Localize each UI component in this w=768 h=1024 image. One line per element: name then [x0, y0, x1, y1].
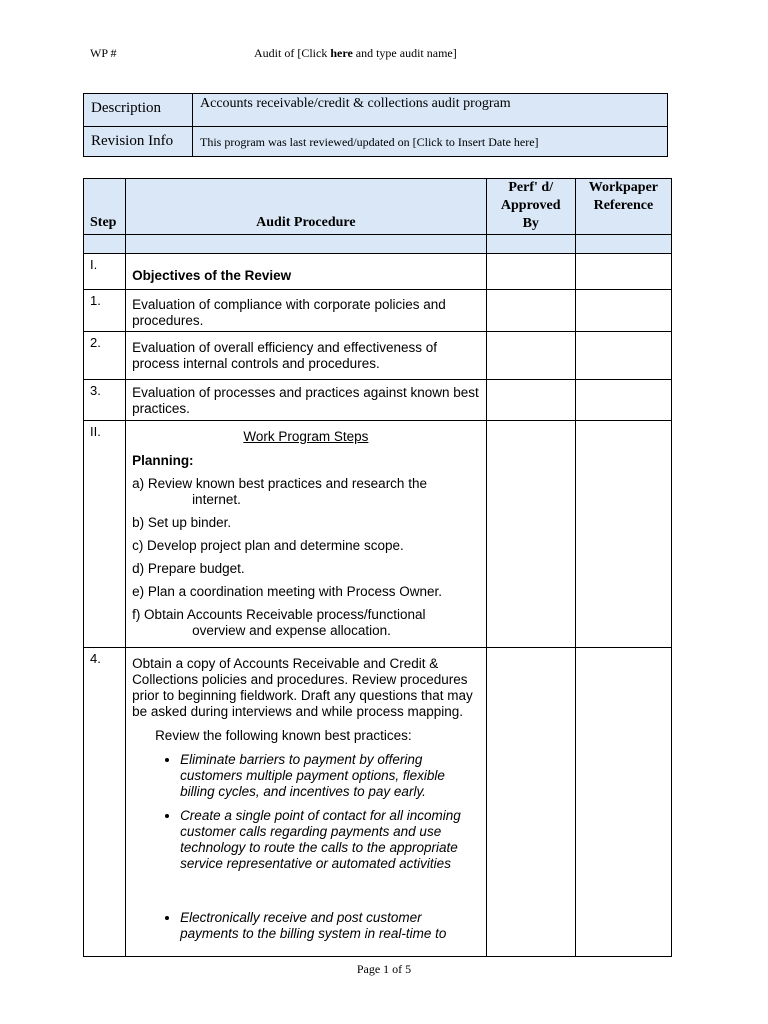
work-program-steps [126, 421, 487, 648]
best-practices-list [132, 752, 480, 942]
performed-by-cell[interactable] [486, 648, 575, 957]
spacer-row [84, 235, 672, 254]
revision-value[interactable]: This program was last reviewed/updated on [Click to Insert Date here] [193, 127, 668, 157]
list-item: • Create a single point of contact for all incoming customer calls regarding payments and use technology to route the calls to the appropriate service representative or automated activities [180, 808, 480, 872]
workpaper-ref-cell[interactable] [575, 332, 671, 380]
page-header [90, 46, 690, 64]
table-row [84, 332, 672, 380]
header-performed-by: Perf' d/ Approved By [486, 179, 575, 235]
info-table [83, 93, 668, 157]
table-row [84, 648, 672, 957]
audit-name-field[interactable]: Audit of [Click here and type audit name] [254, 46, 457, 60]
workpaper-ref-cell[interactable] [575, 421, 671, 648]
performed-by-cell[interactable] [486, 421, 575, 648]
performed-by-cell[interactable] [486, 332, 575, 380]
planning-step: b) Set up binder. [132, 515, 232, 530]
table-header-row [84, 179, 672, 235]
planning-step: e) Plan a coordination meeting with Process Owner. [132, 584, 442, 599]
description-value[interactable]: Accounts receivable/credit & collections audit program [193, 94, 668, 127]
page-number: Page 1 of 5 [356, 962, 412, 976]
procedure-text: Evaluation of processes and practices against known best practices. [126, 380, 487, 421]
planning-step: c) Develop project plan and determine scope. [132, 538, 404, 553]
planning-step: a) Review known best practices and research the internet. [132, 476, 427, 507]
description-row [84, 94, 668, 127]
procedure-text: Evaluation of overall efficiency and effectiveness of process internal controls and procedures. [126, 332, 487, 380]
header-audit-procedure: Audit Procedure [126, 179, 487, 235]
table-row [84, 380, 672, 421]
audit-program-table [83, 178, 672, 957]
step-number: 4. [84, 648, 126, 957]
table-row [84, 421, 672, 648]
workpaper-ref-cell[interactable] [575, 290, 671, 332]
best-practices-intro: Review the following known best practices: [155, 728, 412, 743]
list-item: • Eliminate barriers to payment by offering customers multiple payment options, flexible billing cycles, and incentives to pay early. [180, 752, 480, 800]
list-item: • Electronically receive and post customer payments to the billing system in real-time to [180, 910, 480, 942]
planning-step: f) Obtain Accounts Receivable process/functional overview and expense allocation. [132, 607, 426, 638]
workpaper-ref-cell[interactable] [575, 648, 671, 957]
procedure-text: Obtain a copy of Accounts Receivable and Credit & Collections policies and procedures. Review procedures prior to beginning fieldwork. Draft any questions that may be asked during interviews and while process mapping. Review the following known best practices: • Eliminate barriers to payment by offering customers multiple payment options, flexible billing cycles, and incentives to pay early. • Create a single point of contact for all incoming customer calls regarding payments and use technology to route the calls to the appropriate service representative or automated activities • Electronically receive and post customer payments to the billing system in real-time to [126, 648, 487, 957]
work-program-title: Work Program Steps [243, 429, 369, 444]
procedure-text: Evaluation of compliance with corporate policies and procedures. [126, 290, 487, 332]
revision-label: Revision Info [84, 127, 193, 157]
revision-row [84, 127, 668, 157]
table-row [84, 290, 672, 332]
workpaper-ref-cell[interactable] [575, 254, 671, 290]
workpaper-ref-cell[interactable] [575, 380, 671, 421]
planning-step: d) Prepare budget. [132, 561, 245, 576]
step-number: 3. [84, 380, 126, 421]
step-number: II. [84, 421, 126, 648]
performed-by-cell[interactable] [486, 290, 575, 332]
table-row [84, 254, 672, 290]
step-number: 2. [84, 332, 126, 380]
step-number: I. [84, 254, 126, 290]
wp-number-label: WP # [90, 46, 117, 60]
header-workpaper-reference: Workpaper Reference [575, 179, 671, 235]
objectives-heading: Objectives of the Review [126, 254, 487, 290]
step-number: 1. [84, 290, 126, 332]
header-step: Step [84, 179, 126, 235]
description-label: Description [84, 94, 193, 127]
performed-by-cell[interactable] [486, 380, 575, 421]
planning-heading: Planning: [132, 453, 194, 468]
performed-by-cell[interactable] [486, 254, 575, 290]
